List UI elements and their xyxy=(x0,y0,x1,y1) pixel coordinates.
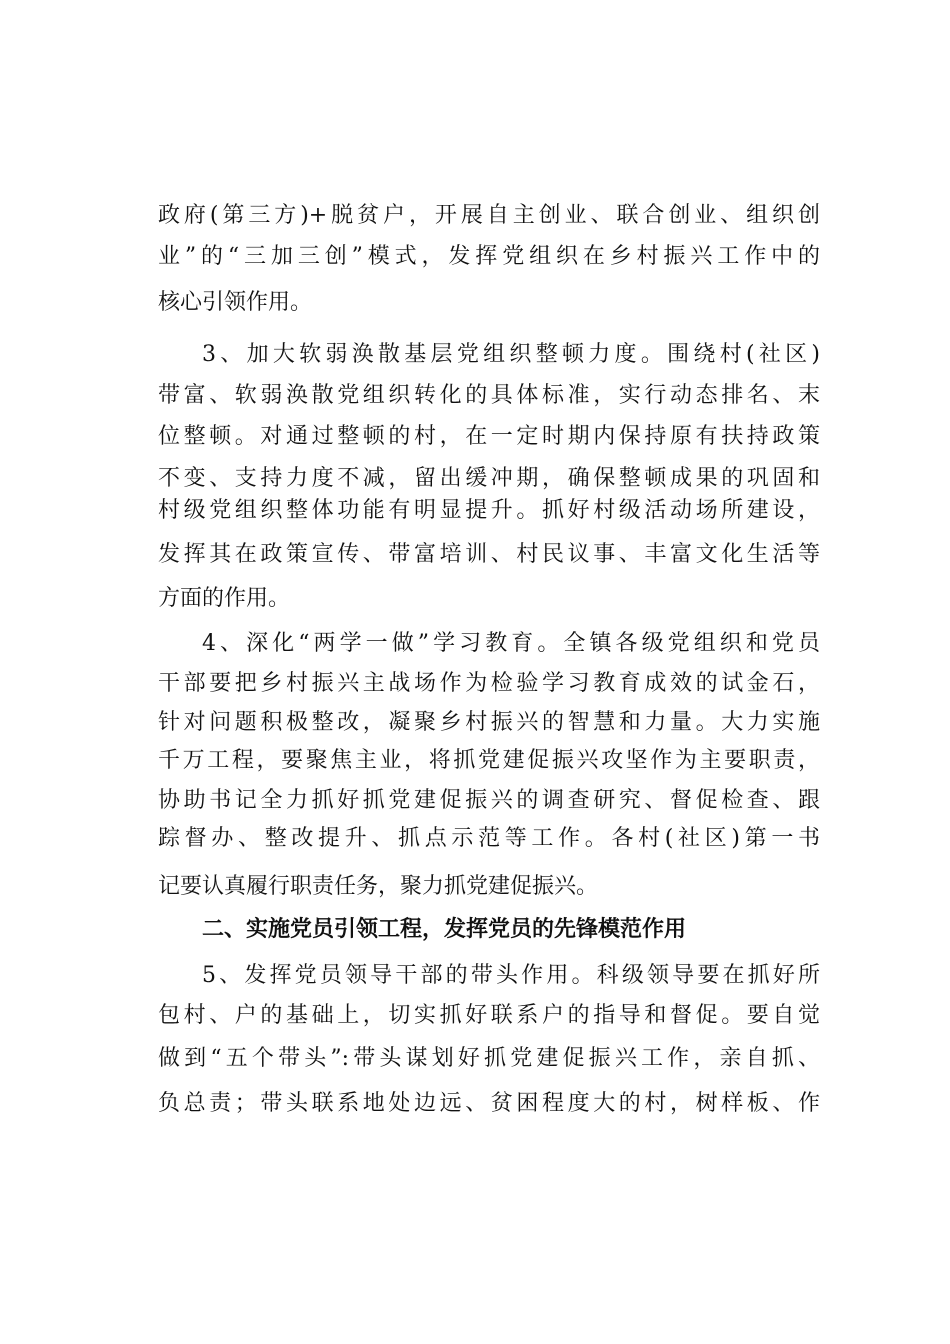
text-line: 干部要把乡村振兴主战场作为检验学习教育成效的试金石， xyxy=(158,671,820,696)
paragraph-start-line: 5、发挥党员领导干部的带头作用。科级领导要在抓好所 xyxy=(202,963,820,988)
text-line: 负总责；带头联系地处边远、贫困程度大的村，树样板、作 xyxy=(158,1091,820,1116)
text-line: 不变、支持力度不减，留出缓冲期，确保整顿成果的巩固和 xyxy=(158,466,820,491)
section-heading: 二、实施党员引领工程，发挥党员的先锋模范作用 xyxy=(202,917,687,942)
text-line: 村级党组织整体功能有明显提升。抓好村级活动场所建设， xyxy=(158,498,820,523)
text-line: 政府(第三方)+脱贫户，开展自主创业、联合创业、组织创 xyxy=(158,203,820,228)
text-line: 针对问题积极整改，凝聚乡村振兴的智慧和力量。大力实施 xyxy=(158,710,820,735)
text-line: 千万工程，要聚焦主业，将抓党建促振兴攻坚作为主要职责， xyxy=(158,748,820,773)
text-line: 踪督办、整改提升、抓点示范等工作。各村(社区)第一书 xyxy=(158,826,820,851)
text-line: 包村、户的基础上，切实抓好联系户的指导和督促。要自觉 xyxy=(158,1003,820,1028)
paragraph-start-line: 3、加大软弱涣散基层党组织整顿力度。围绕村(社区) xyxy=(202,342,820,367)
text-line: 业”的“三加三创”模式，发挥党组织在乡村振兴工作中的 xyxy=(158,244,820,269)
text-line: 位整顿。对通过整顿的村，在一定时期内保持原有扶持政策 xyxy=(158,424,820,449)
text-line: 方面的作用。 xyxy=(158,586,291,611)
text-line: 协助书记全力抓好抓党建促振兴的调查研究、督促检查、跟 xyxy=(158,788,820,813)
text-line: 记要认真履行职责任务，聚力抓党建促振兴。 xyxy=(158,874,599,899)
text-line: 带富、软弱涣散党组织转化的具体标准，实行动态排名、末 xyxy=(158,383,820,408)
text-line: 做到“五个带头”:带头谋划好抓党建促振兴工作，亲自抓、 xyxy=(158,1046,820,1071)
text-line: 核心引领作用。 xyxy=(158,290,313,315)
paragraph-start-line: 4、深化“两学一做”学习教育。全镇各级党组织和党员 xyxy=(202,631,820,656)
text-line: 发挥其在政策宣传、带富培训、村民议事、丰富文化生活等 xyxy=(158,542,820,567)
